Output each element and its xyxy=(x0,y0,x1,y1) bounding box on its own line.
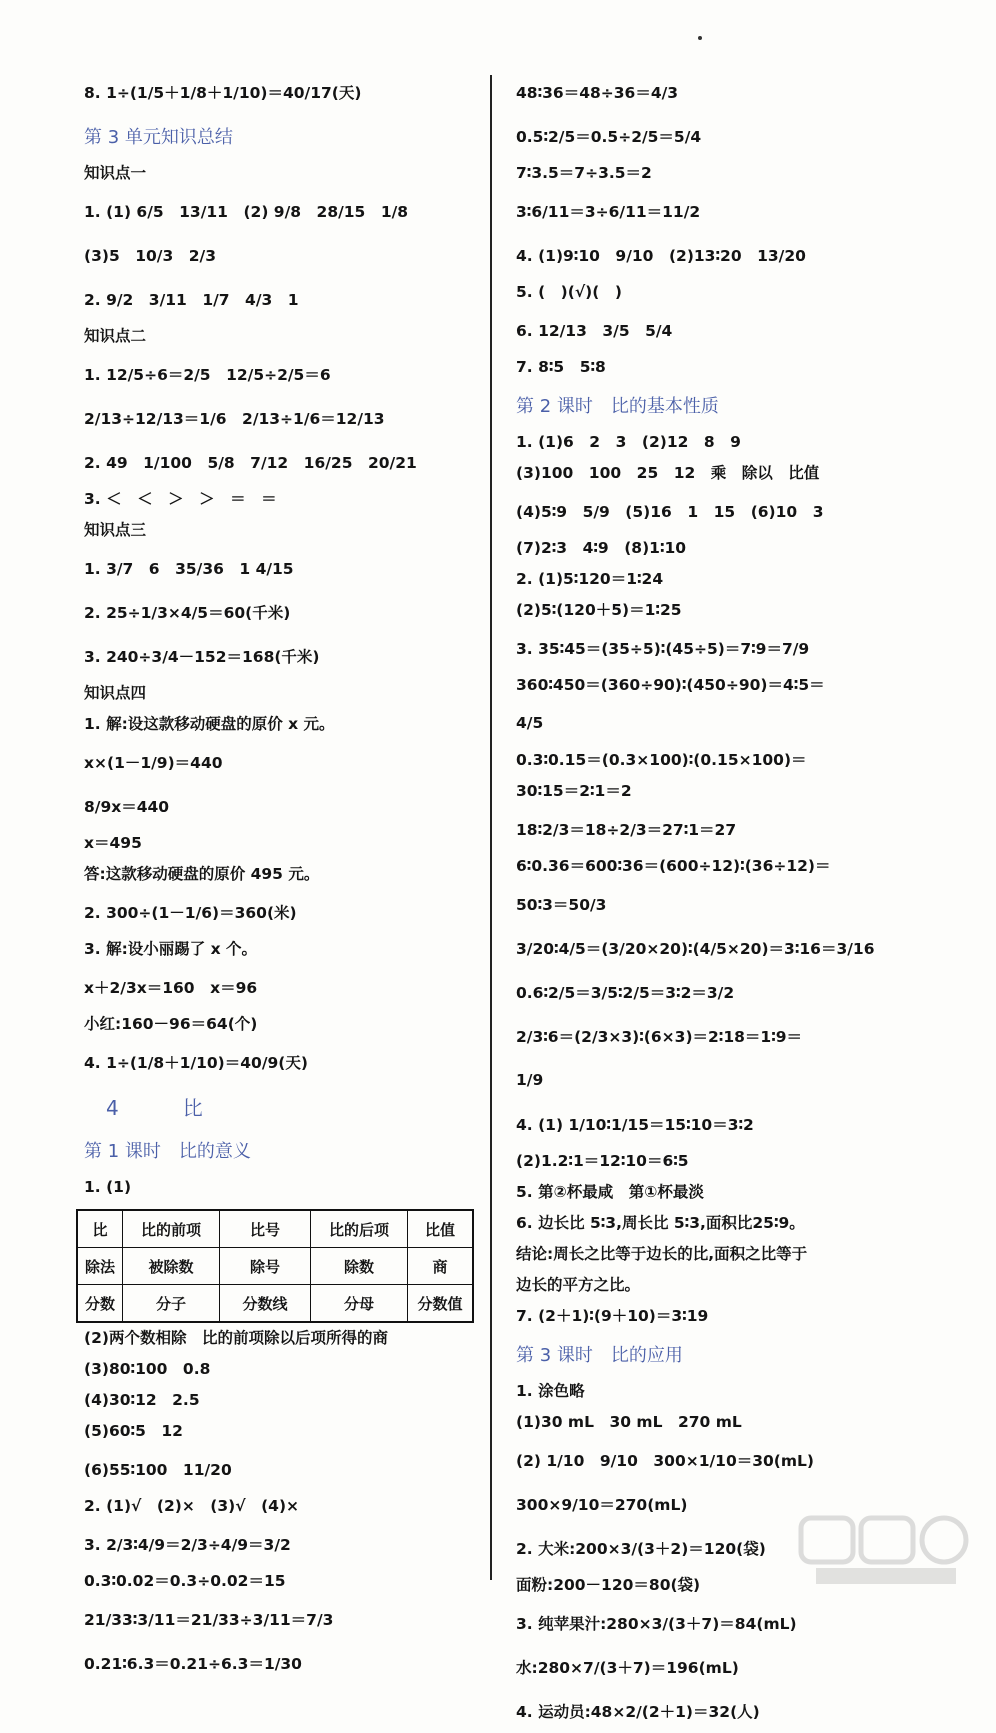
right-answer-line: 50∶3＝50/3 xyxy=(516,896,607,914)
right-answer-line: 300×9/10＝270(mL) xyxy=(516,1496,688,1514)
right-answer-line: 4. (1)9∶10 9/10 (2)13∶20 13/20 xyxy=(516,247,806,265)
right-answer-line: (1)30 mL 30 mL 270 mL xyxy=(516,1413,742,1431)
left-answer-line: 知识点四 xyxy=(84,684,147,702)
left-answer-line: (3)80∶100 0.8 xyxy=(84,1360,211,1378)
section-heading: 第 3 单元知识总结 xyxy=(84,127,233,148)
table-cell: 分数值 xyxy=(408,1285,474,1323)
left-answer-line: 3. 解:设小丽踢了 x 个。 xyxy=(84,940,258,958)
table-cell: 除数 xyxy=(311,1248,408,1285)
left-answer-line: 3. ＜ ＜ ＞ ＞ ＝ ＝ xyxy=(84,490,277,508)
right-answer-line: (2) 1/10 9/10 300×1/10＝30(mL) xyxy=(516,1452,815,1470)
left-answer-line: 小红:160－96＝64(个) xyxy=(84,1015,258,1033)
table-cell: 比 xyxy=(77,1210,123,1248)
left-answer-line: 3. 240÷3/4－152＝168(千米) xyxy=(84,648,320,666)
right-answer-line: 4. (1) 1/10∶1/15＝15∶10＝3∶2 xyxy=(516,1116,754,1134)
right-answer-line: 0.3∶0.15＝(0.3×100)∶(0.15×100)＝ xyxy=(516,751,807,769)
left-answer-line: x＝495 xyxy=(84,834,142,852)
decorative-dot xyxy=(698,36,702,40)
table-cell: 分子 xyxy=(123,1285,220,1323)
left-answer-line: 0.21∶6.3＝0.21÷6.3＝1/30 xyxy=(84,1655,302,1673)
table-cell: 商 xyxy=(408,1248,474,1285)
table-cell: 被除数 xyxy=(123,1248,220,1285)
left-answer-line: 21/33∶3/11＝21/33÷3/11＝7/3 xyxy=(84,1611,334,1629)
table-row xyxy=(77,1210,473,1248)
right-answer-line: 6. 边长比 5∶3,周长比 5∶3,面积比25∶9。 xyxy=(516,1214,805,1232)
right-answer-line: 360∶450＝(360÷90)∶(450÷90)＝4∶5＝ xyxy=(516,676,825,694)
table-cell: 比号 xyxy=(220,1210,311,1248)
right-answer-line: 0.5∶2/5＝0.5÷2/5＝5/4 xyxy=(516,128,702,146)
right-answer-line: 1. (1)6 2 3 (2)12 8 9 xyxy=(516,433,741,451)
right-answer-line: 5. ( )(√)( ) xyxy=(516,283,622,301)
left-answer-line: 0.3∶0.02＝0.3÷0.02＝15 xyxy=(84,1572,286,1590)
right-answer-line: 18∶2/3＝18÷2/3＝27∶1＝27 xyxy=(516,821,737,839)
right-answer-line: 5. 第②杯最咸 第①杯最淡 xyxy=(516,1183,704,1201)
left-answer-line: 8/9x＝440 xyxy=(84,798,170,816)
right-answer-line: 1/9 xyxy=(516,1071,544,1089)
right-answer-line: (4)5∶9 5/9 (5)16 1 15 (6)10 3 xyxy=(516,503,824,521)
right-answer-line: 0.6∶2/5＝3/5∶2/5＝3∶2＝3/2 xyxy=(516,984,735,1002)
right-answer-line: 3. 35∶45＝(35÷5)∶(45÷5)＝7∶9＝7/9 xyxy=(516,640,810,658)
table-row xyxy=(77,1248,473,1285)
left-answer-line: 2. 300÷(1－1/6)＝360(米) xyxy=(84,904,297,922)
watermark-logo xyxy=(796,1510,976,1590)
right-answer-line: 3. 纯苹果汁:280×3/(3＋7)＝84(mL) xyxy=(516,1615,797,1633)
right-answer-line: 3/20∶4/5＝(3/20×20)∶(4/5×20)＝3∶16＝3/16 xyxy=(516,940,875,958)
left-answer-line: 知识点一 xyxy=(84,164,147,182)
right-answer-line: (3)100 100 25 12 乘 除以 比值 xyxy=(516,464,820,482)
left-answer-line: 3. 2/3∶4/9＝2/3÷4/9＝3/2 xyxy=(84,1536,291,1554)
table-cell: 除号 xyxy=(220,1248,311,1285)
left-answer-line: 4. 1÷(1/8＋1/10)＝40/9(天) xyxy=(84,1054,308,1072)
right-answer-line: (2)1.2∶1＝12∶10＝6∶5 xyxy=(516,1152,689,1170)
left-answer-line: 1. 解:设这款移动硬盘的原价 x 元。 xyxy=(84,715,335,733)
left-answer-line: 2/13÷12/13＝1/6 2/13÷1/6＝12/13 xyxy=(84,410,385,428)
left-answer-line: x＋2/3x＝160 x＝96 xyxy=(84,979,258,997)
table-cell: 比的后项 xyxy=(311,1210,408,1248)
left-answer-line: 8. 1÷(1/5＋1/8＋1/10)＝40/17(天) xyxy=(84,84,362,102)
right-answer-line: 2. (1)5∶120＝1∶24 xyxy=(516,570,664,588)
left-answer-line: 知识点二 xyxy=(84,327,147,345)
right-answer-line: 2/3∶6＝(2/3×3)∶(6×3)＝2∶18＝1∶9＝ xyxy=(516,1028,803,1046)
right-answer-line: 7. 8∶5 5∶8 xyxy=(516,358,606,376)
right-answer-line: 水:280×7/(3＋7)＝196(mL) xyxy=(516,1659,739,1677)
right-answer-line: 4/5 xyxy=(516,714,544,732)
right-answer-line: 边长的平方之比。 xyxy=(516,1276,641,1294)
right-answer-line: 3∶6/11＝3÷6/11＝11/2 xyxy=(516,203,701,221)
left-answer-line: (2)两个数相除 比的前项除以后项所得的商 xyxy=(84,1329,388,1347)
left-answer-line: 2. 25÷1/3×4/5＝60(千米) xyxy=(84,604,291,622)
left-answer-line: 1. (1) 6/5 13/11 (2) 9/8 28/15 1/8 xyxy=(84,203,409,221)
right-answer-line: 48∶36＝48÷36＝4/3 xyxy=(516,84,679,102)
left-answer-line: x×(1－1/9)＝440 xyxy=(84,754,223,772)
right-column xyxy=(516,70,936,1733)
left-answer-line: (3)5 10/3 2/3 xyxy=(84,247,216,265)
left-answer-line: 知识点三 xyxy=(84,521,147,539)
left-answer-line: (5)60∶5 12 xyxy=(84,1422,183,1440)
ratio-meaning-table xyxy=(76,1209,474,1323)
section-heading: 第 1 课时 比的意义 xyxy=(84,1141,251,1162)
left-answer-line: (6)55∶100 11/20 xyxy=(84,1461,232,1479)
right-answer-line: 7∶3.5＝7÷3.5＝2 xyxy=(516,164,652,182)
right-answer-line: 6∶0.36＝600∶36＝(600÷12)∶(36÷12)＝ xyxy=(516,857,831,875)
left-answer-line: 1. (1) xyxy=(84,1178,132,1196)
table-row xyxy=(77,1285,473,1323)
left-answer-line: 2. 49 1/100 5/8 7/12 16/25 20/21 xyxy=(84,454,417,472)
right-answer-line: 6. 12/13 3/5 5/4 xyxy=(516,322,673,340)
right-answer-line: 2. 大米:200×3/(3＋2)＝120(袋) xyxy=(516,1540,766,1558)
table-cell: 分数线 xyxy=(220,1285,311,1323)
right-answer-line: 面粉:200－120＝80(袋) xyxy=(516,1576,701,1594)
left-answer-line: 2. (1)√ (2)× (3)√ (4)× xyxy=(84,1497,300,1515)
left-answer-line: 2. 9/2 3/11 1/7 4/3 1 xyxy=(84,291,299,309)
table-cell: 分数 xyxy=(77,1285,123,1323)
section-heading: 第 2 课时 比的基本性质 xyxy=(516,396,719,417)
table-cell: 除法 xyxy=(77,1248,123,1285)
left-answer-line: 答:这款移动硬盘的原价 495 元。 xyxy=(84,865,320,883)
right-answer-line: 4. 运动员:48×2/(2＋1)＝32(人) xyxy=(516,1703,760,1721)
section-heading: 4 比 xyxy=(106,1095,225,1120)
table-cell: 比的前项 xyxy=(123,1210,220,1248)
right-answer-line: 30∶15＝2∶1＝2 xyxy=(516,782,632,800)
table-cell: 分母 xyxy=(311,1285,408,1323)
left-answer-line: 1. 12/5÷6＝2/5 12/5÷2/5＝6 xyxy=(84,366,331,384)
table-cell: 比值 xyxy=(408,1210,474,1248)
left-answer-line: 1. 3/7 6 35/36 1 4/15 xyxy=(84,560,294,578)
section-heading: 第 3 课时 比的应用 xyxy=(516,1345,683,1366)
left-answer-line: (4)30∶12 2.5 xyxy=(84,1391,200,1409)
column-divider xyxy=(490,75,492,1580)
right-answer-line: 1. 涂色略 xyxy=(516,1382,585,1400)
right-answer-line: 结论:周长之比等于边长的比,面积之比等于 xyxy=(516,1245,808,1263)
right-answer-line: (7)2∶3 4∶9 (8)1∶10 xyxy=(516,539,687,557)
left-column xyxy=(84,70,474,1685)
right-answer-line: 7. (2＋1)∶(9＋10)＝3∶19 xyxy=(516,1307,709,1325)
right-answer-line: (2)5∶(120＋5)＝1∶25 xyxy=(516,601,682,619)
